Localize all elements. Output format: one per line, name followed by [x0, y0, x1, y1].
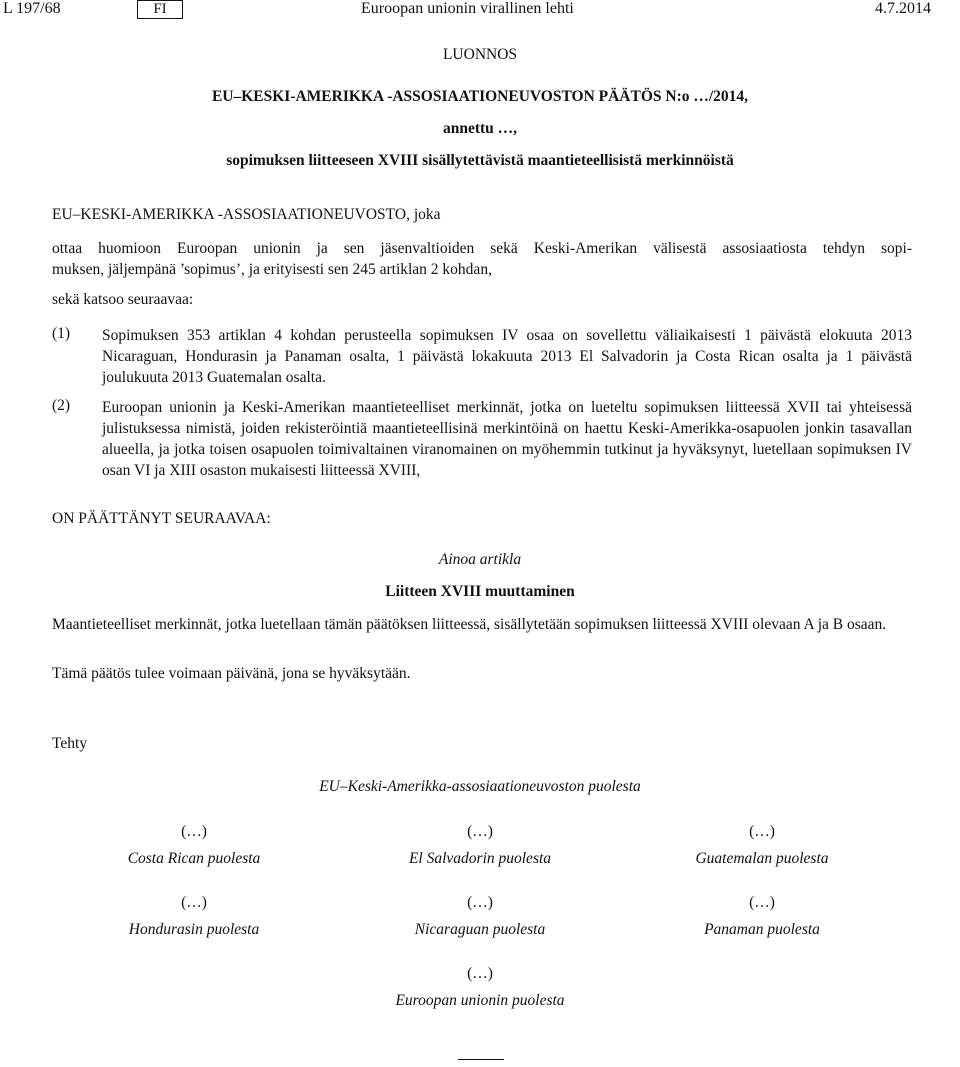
page-reference: L 197/68: [3, 0, 61, 17]
signature-placeholder: (…): [181, 894, 207, 911]
signature-placeholder: (…): [749, 894, 775, 911]
closing-rule: [458, 1059, 504, 1060]
publication-date: 4.7.2014: [875, 0, 931, 17]
decided-heading: ON PÄÄTTÄNYT SEURAAVAA:: [52, 510, 271, 527]
recital-2-text: Euroopan unionin ja Keski-Amerikan maantieteelliset merkinnät, jotka on lueteltu sopimuksen liitteessä XVII tai yhteisessä julistuksessa nimistä, joiden rekisteröintiä maantieteellisinä merkintöinä on haettu Keski-Amerikka-osapuolen jonkin tasavallan alueella, ja jotka toisen osapuolen toimivaltainen viranomainen on myöhemmin tutkinut ja hyväksynyt, luetellaan sopimuksen IV osan VI ja XIII osaston mukaisesti liitteessä XVIII,: [102, 399, 912, 479]
article-text: Maantieteelliset merkinnät, jotka luetellaan tämän päätöksen liitteessä, sisällytetään sopimuksen liitteessä XVIII olevaan A ja B osaan.: [52, 616, 887, 633]
journal-title: Euroopan unionin virallinen lehti: [361, 0, 574, 17]
recital-1-text: Sopimuksen 353 artiklan 4 kohdan perusteella sopimuksen IV osaa on sovellettu väliaikaisesti 1 päivästä elokuuta 2013 Nicaraguan, Hondurasin ja Panaman osalta, 1 päivästä lokakuuta 2013 El Salvadorin ja Costa Rican osalta ja 1 päivästä joulukuuta 2013 Guatemalan osalta.: [102, 327, 912, 386]
council-name: EU–KESKI-AMERIKKA -ASSOSIAATIONEUVOSTO, joka: [52, 206, 441, 223]
signature-placeholder: (…): [467, 894, 493, 911]
signatory-el-salvador: El Salvadorin puolesta: [408, 850, 552, 867]
signature-placeholder: (…): [181, 823, 207, 840]
signature-placeholder: (…): [467, 823, 493, 840]
signatory-european-union: Euroopan unionin puolesta: [395, 992, 565, 1009]
whereas-intro: sekä katsoo seuraavaa:: [52, 291, 194, 308]
decision-date: annettu …,: [442, 120, 518, 137]
having-regard-line-2: muksen, jäljempänä ’sopimus’, ja erityisesti sen 245 artiklan 2 kohdan,: [52, 261, 492, 278]
signatory-costa-rica: Costa Rican puolesta: [127, 850, 261, 867]
recital-2-number: (2): [52, 397, 71, 414]
language-code-box: FI: [137, 0, 183, 19]
signatory-honduras: Hondurasin puolesta: [128, 921, 260, 938]
decision-subject: sopimuksen liitteeseen XVIII sisällytettävistä maantieteellisistä merkinnöistä: [226, 152, 734, 169]
recital-1-number: (1): [52, 325, 71, 342]
article-label: Ainoa artikla: [438, 551, 522, 568]
entry-into-force: Tämä päätös tulee voimaan päivänä, jona se hyväksytään.: [52, 665, 411, 682]
done-at: Tehty: [52, 735, 88, 752]
signature-placeholder: (…): [467, 965, 493, 982]
article-title: Liitteen XVIII muuttaminen: [385, 583, 575, 600]
having-regard-line-1: ottaa huomioon Euroopan unionin ja sen jäsenvaltioiden sekä Keski-Amerikan välisestä assosiaatiosta tehdyn sopi-: [52, 240, 912, 257]
decision-title: EU–KESKI-AMERIKKA -ASSOSIAATIONEUVOSTON PÄÄTÖS N:o …/2014,: [211, 88, 749, 105]
council-signature-line: EU–Keski-Amerikka-assosiaationeuvoston puolesta: [319, 778, 641, 795]
signatory-guatemala: Guatemalan puolesta: [695, 850, 829, 867]
signature-placeholder: (…): [749, 823, 775, 840]
draft-label: LUONNOS: [442, 46, 518, 63]
signatory-nicaragua: Nicaraguan puolesta: [414, 921, 546, 938]
signatory-panama: Panaman puolesta: [704, 921, 820, 938]
